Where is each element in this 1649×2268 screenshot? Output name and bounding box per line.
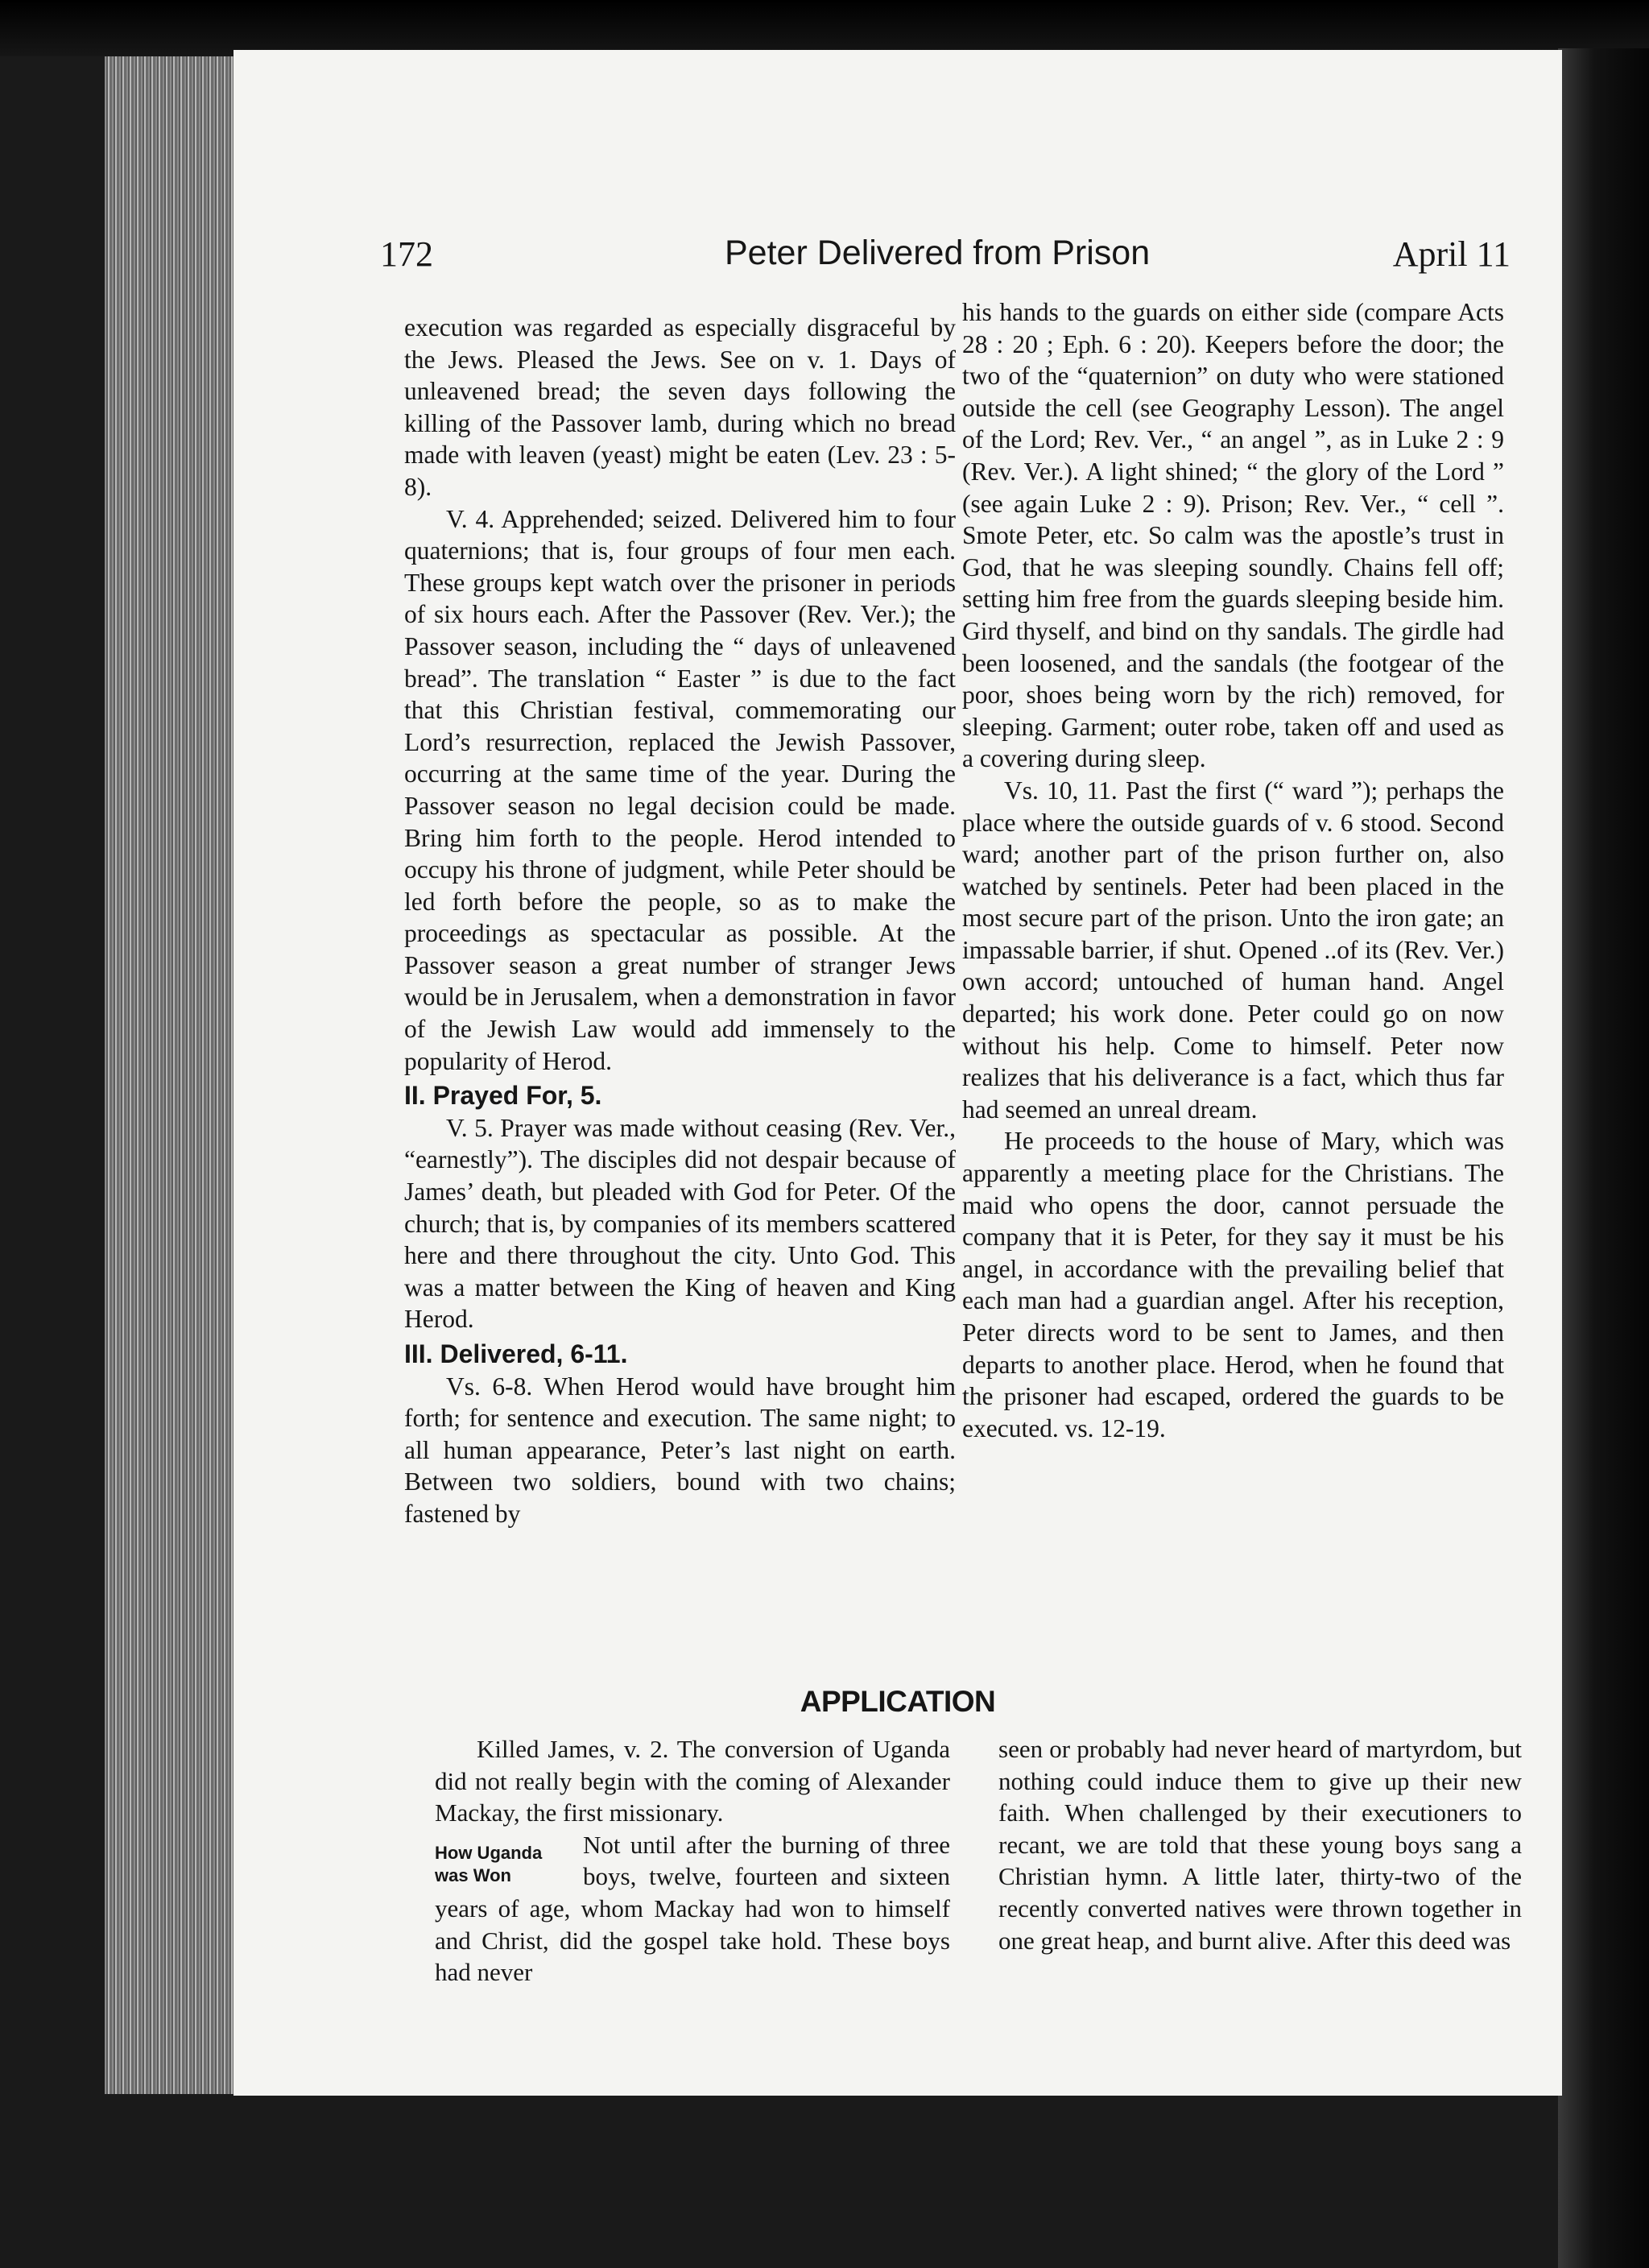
page-number: 172: [380, 234, 433, 274]
paragraph: He proceeds to the house of Mary, which was apparently a meeting place for the Christians. The maid who opens the door, cannot persuade the company that it is Peter, for they say it must be his angel, in accordance with the prevailing belief that each man had a guardian angel. After his reception, Peter directs word to be sent to James, and then departs to another place. Herod, when he found that the prisoner had escaped, ordered the guards to be executed. vs. 12-19.: [962, 1127, 1504, 1442]
book-page-edges: [105, 56, 242, 2094]
scan-top-shadow: [0, 0, 1649, 56]
paragraph: Vs. 6-8. When Herod would have brought him forth; for sentence and execution. The same night; to all human appearance, Peter’s last night on earth. Between two soldiers, bound with two chains; fastened by: [404, 1372, 956, 1528]
application-right-column: [998, 1733, 1522, 1956]
running-header: [234, 234, 1562, 290]
application-heading: APPLICATION: [800, 1685, 996, 1718]
paragraph: V. 4. Apprehended; seized. Delivered him to four quaternions; that is, four groups of four men each. These groups kept watch over the prisoner in periods of six hours each. After the Passover (Rev. Ver.); the Passover season, including the “ days of unleavened bread”. The translation “ Easter ” is due to the fact that this Christian festival, commemorating our Lord’s resurrection, replaced the Jewish Passover, occurring at the same time of the year. During the Passover season no legal decision could be made. Bring him forth to the people. Herod intended to occupy his throne of judgment, while Peter should be led forth before the people, so as to make the proceedings as spectacular as possible. At the Passover season a great number of stranger Jews would be in Jerusalem, when a demonstration in favor of the Jewish Law would add immensely to the popularity of Herod.: [404, 504, 956, 1075]
paragraph: Vs. 10, 11. Past the first (“ ward ”); perhaps the place where the outside guards of v. 6 stood. Second ward; another part of the prison further on, also watched by sentinels. Peter had been placed in the most secure part of the prison. Unto the iron gate; an impassable barrier, if shut. Opened ..of its (Rev. Ver.) own accord; untouched of human hand. Angel departed; his work done. Peter could go on now without his help. Come to himself. Peter now realizes that his deliverance is a fact, which thus far had seemed an unreal dream.: [962, 776, 1504, 1124]
section-heading: II. Prayed For, 5.: [404, 1081, 602, 1111]
lesson-date: April 11: [1392, 234, 1511, 274]
section-heading: III. Delivered, 6-11.: [404, 1339, 628, 1368]
running-title: Peter Delivered from Prison: [725, 234, 1151, 272]
paragraph: his hands to the guards on either side (compare Acts 28 : 20 ; Eph. 6 : 20). Keepers before the door; the two of the “quaternion” on duty who were stationed outside the cell (see Geography Lesson). The angel of the Lord; Rev. Ver., “ an angel ”, as in Luke 2 : 9 (Rev. Ver.). A light shined; “ the glory of the Lord ” (see again Luke 2 : 9). Prison; Rev. Ver., “ cell ”. Smote Peter, etc. So calm was the apostle’s trust in God, that he was sleeping soundly. Chains fell off; setting him free from the guards sleeping beside him. Gird thyself, and bind on thy sandals. The girdle had been loosened, and the sandals (the footgear of the poor, shoes being worn by the rich) removed, for sleeping. Garment; outer robe, taken off and used as a covering during sleep.: [962, 298, 1504, 773]
paragraph: Not until after the burning of three boys, twelve, fourteen and sixteen years of age, whom Mackay had won to himself and Christ, did the gospel take hold. These boys had never: [435, 1830, 950, 1987]
book-page: [234, 50, 1562, 2096]
application-left-column: [435, 1733, 950, 1989]
left-column: [404, 312, 956, 1530]
scan-right-edge: [1558, 48, 1649, 2268]
paragraph: execution was regarded as especially disgraceful by the Jews. Pleased the Jews. See on v. 1. Days of unleavened bread; the seven days following the killing of the Passover lamb, during which no bread made with leaven (yeast) might be eaten (Lev. 23 : 5-8).: [404, 313, 956, 501]
paragraph: Killed James, v. 2. The conversion of Uganda did not really begin with the coming of Alexander Mackay, the first missionary.: [435, 1735, 950, 1827]
margin-note: How Uganda was Won: [435, 1842, 543, 1885]
paragraph: seen or probably had never heard of martyrdom, but nothing could induce them to give up their new faith. When challenged by their executioners to recant, we are told that these young boys sang a Christian hymn. A little later, thirty-two of the recently converted natives were thrown together in one great heap, and burnt alive. After this deed was: [998, 1735, 1522, 1955]
paragraph: V. 5. Prayer was made without ceasing (Rev. Ver., “earnestly”). The disciples did not despair because of James’ death, but pleaded with God for Peter. Of the church; that is, by companies of its members scattered here and there throughout the city. Unto God. This was a matter between the King of heaven and King Herod.: [404, 1113, 956, 1334]
right-column: [962, 296, 1504, 1444]
